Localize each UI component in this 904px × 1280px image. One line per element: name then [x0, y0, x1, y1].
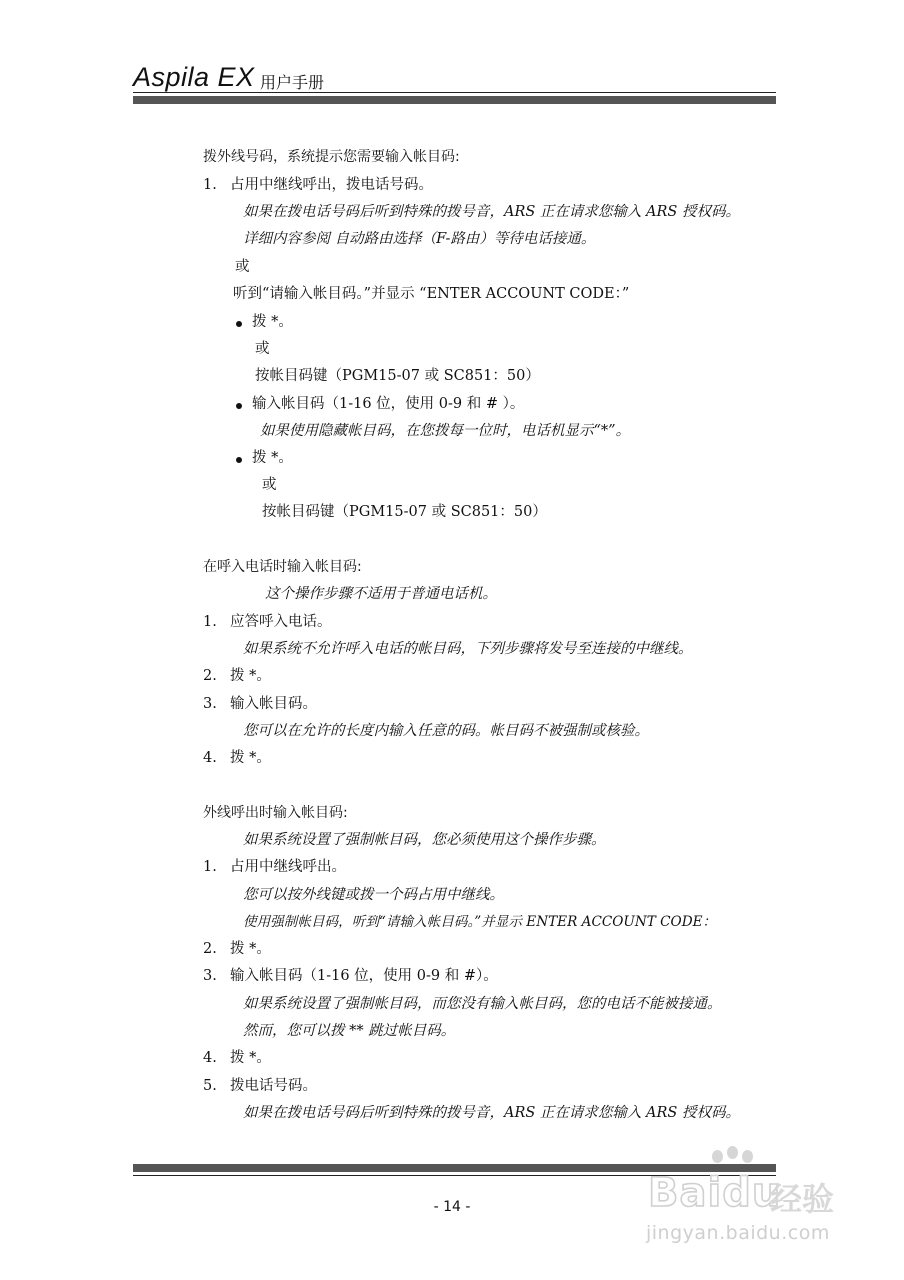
section3-step4-text: 拨 *。	[230, 1050, 271, 1066]
section1-bullet3-or: 或	[262, 477, 277, 493]
section2-step1-note: 如果系统不允许呼入电话的帐目码，下列步骤将发号至连接的中继线。	[243, 641, 693, 657]
bullet-dot	[236, 457, 242, 463]
section1-bullet3-alt: 按帐目码键（PGM15-07 或 SC851：50）	[262, 504, 547, 520]
section2-step3-note: 您可以在允许的长度内输入任意的码。帐目码不被强制或核验。	[243, 723, 649, 739]
section3-step5-text: 拨电话号码。	[230, 1078, 317, 1094]
section3-step2-number: 2.	[203, 941, 217, 957]
header-rule-thin	[133, 92, 776, 93]
section1-bullet2: 输入帐目码（1-16 位，使用 0-9 和 # ）。	[252, 396, 525, 412]
section3-step4-number: 4.	[203, 1050, 217, 1066]
section1-note2: 详细内容参阅 自动路由选择（F-路由）等待电话接通。	[243, 231, 596, 247]
section1-step1-text: 占用中继线呼出，拨电话号码。	[230, 177, 433, 193]
section1-bullet1: 拨 *。	[252, 314, 293, 330]
header-title: Aspila EX	[133, 62, 255, 92]
section1-heading: 拨外线号码，系统提示您需要输入帐目码:	[203, 149, 460, 165]
paw-icon	[712, 1150, 723, 1163]
paw-icon	[742, 1150, 753, 1163]
section3-step3-number: 3.	[203, 968, 217, 984]
section3-step3-text: 输入帐目码（1-16 位，使用 0-9 和 #）。	[230, 968, 498, 984]
section2-step4-number: 4.	[203, 750, 217, 766]
section2-step3-text: 输入帐目码。	[230, 696, 317, 712]
section3-step3-note2: 然而，您可以拨 ** 跳过帐目码。	[243, 1023, 456, 1039]
section2-note: 这个操作步骤不适用于普通电话机。	[265, 586, 497, 602]
section2-heading: 在呼入电话时输入帐目码:	[203, 559, 362, 575]
baidu-jingyan-watermark	[640, 1150, 850, 1245]
section3-step5-note: 如果在拨电话号码后听到特殊的拨号音，ARS 正在请求您输入 ARS 授权码。	[243, 1105, 740, 1121]
section2-step4-text: 拨 *。	[230, 750, 271, 766]
section1-or: 或	[235, 259, 250, 275]
section1-bullet1-alt: 按帐目码键（PGM15-07 或 SC851：50）	[255, 368, 540, 384]
section2-step2-text: 拨 *。	[230, 668, 271, 684]
section3-step5-number: 5.	[203, 1078, 217, 1094]
watermark-cn: 经验	[770, 1180, 835, 1218]
section3-step1-text: 占用中继线呼出。	[230, 859, 346, 875]
page-number: - 14 -	[433, 1199, 471, 1215]
section3-step1-note2: 使用强制帐目码，听到“请输入帐目码。”并显示 ENTER ACCOUNT CODE：	[243, 914, 717, 930]
section3-step1-number: 1.	[203, 859, 217, 875]
section1-bullet3: 拨 *。	[252, 450, 293, 466]
section1-step1-number: 1.	[203, 177, 217, 193]
watermark-logo: Baidu	[648, 1170, 782, 1216]
section1-bullet1-or: 或	[255, 341, 270, 357]
section3-note: 如果系统设置了强制帐目码，您必须使用这个操作步骤。	[243, 832, 606, 848]
section2-step1-number: 1.	[203, 614, 217, 630]
bullet-dot	[236, 321, 242, 327]
paw-icon	[727, 1146, 738, 1159]
header-rule-thick	[133, 96, 776, 104]
section3-heading: 外线呼出时输入帐目码:	[203, 805, 348, 821]
section1-note1: 如果在拨电话号码后听到特殊的拨号音，ARS 正在请求您输入 ARS 授权码。	[243, 204, 740, 220]
section2-step1-text: 应答呼入电话。	[230, 614, 332, 630]
section3-step2-text: 拨 *。	[230, 941, 271, 957]
section1-bullet2-note: 如果使用隐藏帐目码，在您拨每一位时，电话机显示“*”。	[260, 423, 631, 439]
watermark-url: jingyan.baidu.com	[646, 1222, 830, 1244]
section2-step3-number: 3.	[203, 696, 217, 712]
section2-step2-number: 2.	[203, 668, 217, 684]
bullet-dot	[236, 403, 242, 409]
section3-step3-note1: 如果系统设置了强制帐目码，而您没有输入帐目码，您的电话不能被接通。	[243, 996, 722, 1012]
header-subtitle: 用户手册	[260, 73, 325, 92]
section3-step1-note1: 您可以按外线键或拨一个码占用中继线。	[243, 887, 504, 903]
section1-prompt: 听到“请输入帐目码。”并显示 “ENTER ACCOUNT CODE：”	[233, 286, 630, 302]
